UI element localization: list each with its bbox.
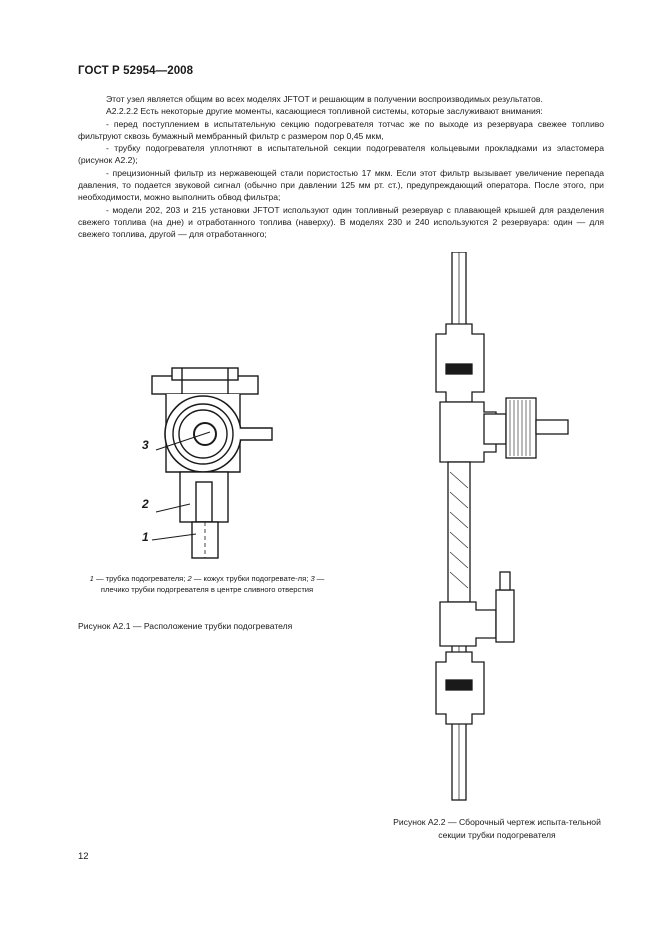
figure-a2-1-caption: Рисунок А2.1 — Расположение трубки подогревателя [78, 621, 293, 631]
paragraph-intro: Этот узел является общим во всех моделях JFTOT и решающим в получении воспроизводимых результатов. [106, 94, 543, 104]
figure-a2-2-drawing [400, 252, 580, 802]
figure-a2-1-drawing [130, 362, 290, 562]
body-text [78, 93, 604, 241]
list-item-reservoir: - модели 202, 203 и 215 установки JFTOT используют один топливный резервуар с плавающей крышей для разделения свежего топлива (на дне) и отработанного топлива (наверху). В моделях 230 и 240 используются 2 резервуара: один — для свежего топлива, другой — для отработанного; [78, 204, 604, 240]
figure-a2-1-label-2: 2 [142, 497, 149, 511]
figure-a2-2-caption: Рисунок А2.2 — Сборочный чертеж испыта-тельной секции трубки подогревателя [393, 817, 601, 840]
figure-a2-1-label-1: 1 [142, 530, 149, 544]
legend-text-1: — трубка подогревателя; [93, 574, 188, 583]
legend-number-1: 1 [89, 574, 94, 583]
list-item-precision-filter: - прецизионный фильтр из нержавеющей стали пористостью 17 мкм. Если этот фильтр вызывает увеличение перепада давления, то подается звуковой сигнал (обычно при давлении 125 мм рт. ст.), предупреждающий оператора. После этого, при необходимости, можно выполнить обвод фильтра; [78, 167, 604, 203]
legend-text-3: — плечико трубки подогревателя в центре сливного отверстия [100, 574, 325, 594]
list-item-seal-rings: - трубку подогревателя уплотняют в испытательной секции подогревателя кольцевыми прокладками из эластомера (рисунок А2.2); [78, 143, 604, 166]
figure-a2-1-legend [78, 573, 336, 595]
document-header: ГОСТ Р 52954—2008 [78, 65, 194, 77]
paragraph-a2-2-2-2: А2.2.2.2 Есть некоторые другие моменты, касающиеся топливной системы, которые заслуживают внимания: [106, 106, 543, 117]
list-item-filter-paper: - перед поступлением в испытательную секцию подогревателя тотчас же по выходе из резервуара свежее топливо фильтруют сквозь бумажный мембранный фильтр с размером пор 0,45 мкм, [78, 118, 604, 141]
figure-a2-1-label-3: 3 [142, 438, 149, 452]
legend-number-2: 2 [187, 574, 192, 583]
page-number: 12 [78, 851, 89, 862]
legend-number-3: 3 [310, 574, 315, 583]
legend-text-2: — кожух трубки подогревате-ля; [191, 574, 311, 583]
